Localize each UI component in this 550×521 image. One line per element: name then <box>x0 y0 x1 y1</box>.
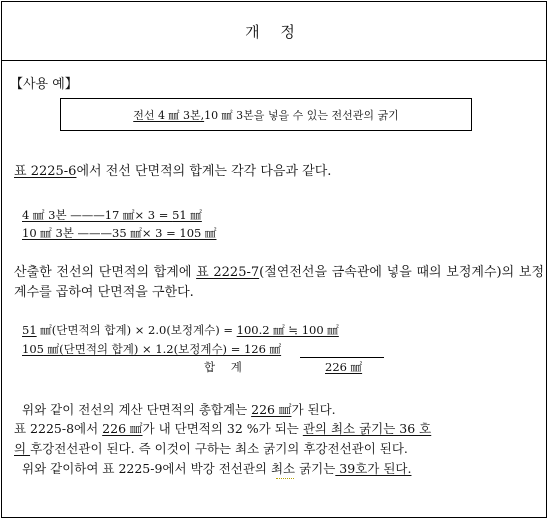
para2-a: 산출한 전선의 단면적의 합계에 <box>14 265 197 280</box>
para3-l1c: 가 된다. <box>291 402 336 417</box>
para3-l4c: 전선관의 최소 굵기는 <box>214 461 336 476</box>
paragraph-correction <box>14 263 544 303</box>
intro-line <box>14 164 331 180</box>
calc1-row <box>22 207 202 223</box>
para3-l4d: 39호가 된다. <box>335 461 412 476</box>
calc2-value: 105 <box>22 342 44 356</box>
para3-l2b: 226 ㎟ <box>102 421 143 436</box>
para2-b: (절연전선을 금속관에 넣을 때의 보정계수)의 보정계수를 곱하여 단면적을 구한다. <box>14 265 544 300</box>
calc1-lhs: 4 ㎟ 3본 ———17 ㎟× 3 = <box>22 208 173 222</box>
para2-table-ref: 표 2225-7 <box>196 265 260 280</box>
total-label: 합 계 <box>204 360 248 374</box>
calc2-row <box>22 341 281 357</box>
para3-l2c: 가 내 단면적의 32 %가 되는 <box>142 421 303 436</box>
example-label: 【사용 예】 <box>10 77 78 92</box>
calc1-row <box>22 225 216 241</box>
para3-l4b: 박강 <box>190 461 215 476</box>
para3-l3b: 후강전선관이 된다. 즉 이것이 구하는 최소 굵기의 후강전선관이 된다. <box>30 441 408 456</box>
intro-text: 에서 전선 단면적의 합계는 각각 다음과 같다. <box>76 164 332 179</box>
calc1-rhs: 51 ㎟ <box>172 208 202 222</box>
example-box <box>60 98 472 131</box>
example-box-part2: 10 ㎟ 3본을 넣을 수 있는 전선관의 굵기 <box>204 108 399 122</box>
intro-table-ref: 표 2225-6 <box>14 164 77 179</box>
para3-line1 <box>22 402 336 418</box>
calc2-value: 51 <box>22 323 37 337</box>
para3-l2d: 관의 최소 굵기는 36 호 <box>302 421 432 436</box>
spellcheck-underline <box>276 478 294 479</box>
calc1-rhs: 105 ㎟ <box>179 226 217 240</box>
calc2-desc: ㎟(단면적의 합계) × 1.2(보정계수) = <box>43 342 244 356</box>
para3-l3a: 의 <box>14 441 31 456</box>
calc1-lhs: 10 ㎟ 3본 ———35 ㎟× 3 = <box>22 226 180 240</box>
para3-l2a: 표 2225-8에서 <box>14 421 103 436</box>
para3-line4 <box>22 461 411 477</box>
total-value: 226 ㎟ <box>325 360 363 374</box>
sum-rule <box>300 357 384 358</box>
example-box-part1: 전선 4 ㎟ 3본, <box>133 108 205 122</box>
calc2-row <box>22 322 339 338</box>
para3-line3 <box>14 441 408 457</box>
para3-l4a: 위와 같이하여 표 2225-9에서 <box>22 461 191 476</box>
document-title: 개 정 <box>2 2 546 61</box>
calc2-desc: ㎟(단면적의 합계) × 2.0(보정계수) = <box>36 323 237 337</box>
para3-l1a: 위와 같이 전선의 계산 단면적의 총합계는 <box>22 402 252 417</box>
calc2-result: 100.2 ㎟ ≒ 100 ㎟ <box>236 323 339 337</box>
para3-line2 <box>14 421 431 437</box>
calc2-result: 126 ㎟ <box>243 342 282 356</box>
para3-l1b: 226 ㎟ <box>251 402 292 417</box>
